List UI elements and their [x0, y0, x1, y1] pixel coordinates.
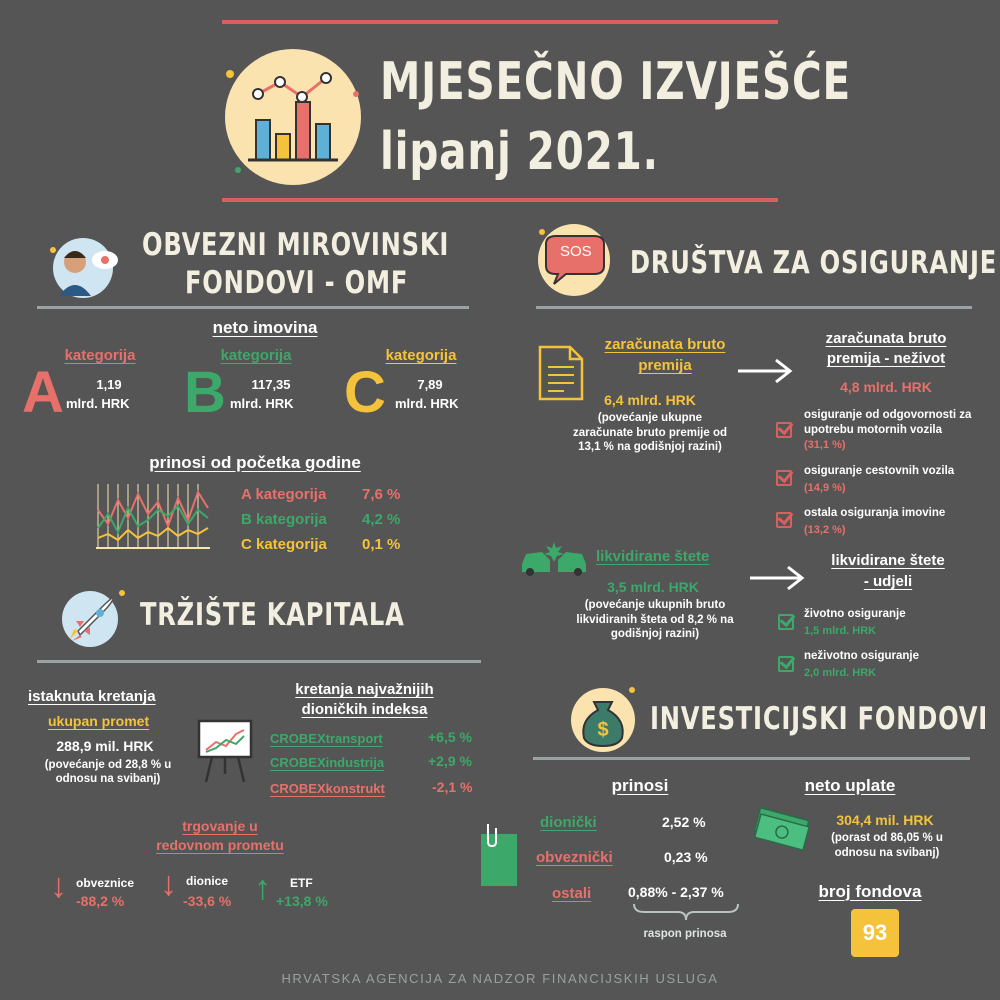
neto-uplate-heading: neto uplate: [804, 776, 896, 795]
yield-b-name: B kategorija: [241, 511, 327, 528]
svg-text:$: $: [597, 719, 609, 741]
cash-stack-icon: [752, 800, 812, 856]
index-transport-name: CROBEXtransport: [270, 731, 383, 746]
notebook-icon: [478, 822, 520, 888]
rocket-icon: [50, 585, 130, 649]
nezivot-title-2: premija - neživot: [826, 350, 946, 367]
yield-b-value: 4,2 %: [362, 511, 401, 528]
etf-name: ETF: [290, 876, 313, 890]
trziste-title: TRŽIŠTE KAPITALA: [140, 597, 405, 633]
omf-divider: [37, 306, 469, 309]
presentation-board-icon: [196, 718, 254, 784]
fondovi-divider: [533, 757, 970, 760]
yield-c-name: C kategorija: [241, 536, 327, 553]
index-industrija-name: CROBEXindustrija: [270, 755, 385, 770]
arrow-up-icon: ↑: [254, 869, 271, 907]
pension-person-icon: [45, 232, 125, 302]
fond-ostali-name: ostali: [552, 885, 592, 902]
obveznice-value: -88,2 %: [76, 893, 125, 909]
neto-imovina-heading: neto imovina: [212, 318, 318, 337]
category-c-letter: C: [344, 360, 386, 425]
stete-note: (povećanje ukupnih bruto likvidiranih šteta od 8,2 % na godišnjoj razini): [576, 599, 734, 640]
arrow-right-icon: [748, 564, 806, 592]
category-b-value: 117,35: [251, 377, 291, 392]
category-a-unit: mlrd. HRK: [66, 396, 130, 411]
yield-a-name: A kategorija: [241, 486, 327, 503]
fond-obveznicki-value: 0,23 %: [664, 849, 708, 865]
ukupan-promet-label: ukupan promet: [48, 713, 150, 729]
omf-title-1: OBVEZNI MIROVINSKI: [142, 227, 450, 263]
fond-dionicki-name: dionički: [540, 814, 597, 831]
trziste-divider: [37, 660, 481, 663]
checkbox-icon: [776, 470, 792, 486]
trgovanje-title-2: redovnom prometu: [156, 837, 284, 853]
broj-fondova-heading: broj fondova: [818, 882, 922, 901]
neto-uplate-value: 304,4 mil. HRK: [836, 812, 934, 828]
istaknuta-heading: istaknuta kretanja: [28, 688, 156, 705]
car-crash-icon: [520, 540, 588, 578]
etf-value: +13,8 %: [276, 893, 328, 909]
range-brace-icon: [632, 902, 740, 922]
udjeli-item-2-label: neživotno osiguranje: [804, 650, 920, 662]
udjeli-title-2: - udjeli: [863, 573, 913, 590]
report-subtitle: lipanj 2021.: [380, 122, 659, 182]
neto-uplate-note: (porast od 86,05 % u odnosu na svibanj): [831, 832, 943, 859]
omf-title-2: FONDOVI - OMF: [185, 265, 409, 301]
category-a-value: 1,19: [96, 377, 122, 392]
dionice-value: -33,6 %: [183, 893, 232, 909]
yield-a-value: 7,6 %: [362, 486, 401, 503]
fondovi-title: INVESTICIJSKI FONDOVI: [650, 701, 989, 737]
udjeli-item-2-value: 2,0 mlrd. HRK: [804, 667, 877, 679]
ukupan-promet-value: 288,9 mil. HRK: [56, 738, 154, 754]
header-top-rule: [222, 20, 778, 24]
raspon-label: raspon prinosa: [643, 928, 727, 940]
sos-bubble-icon: [532, 222, 616, 298]
fond-obveznicki-name: obveznički: [536, 849, 613, 866]
indeksi-title-1: kretanja najvažnijih: [295, 681, 434, 698]
category-b-label: kategorija: [220, 347, 292, 364]
report-title: MJESEČNO IZVJEŠĆE: [380, 52, 852, 112]
checkbox-icon: [778, 656, 794, 672]
nezivot-item-1-label: osiguranje od odgovornosti za upotrebu motornih vozila: [804, 409, 972, 436]
udjeli-item-1-value: 1,5 mlrd. HRK: [804, 625, 877, 637]
trgovanje-title-1: trgovanje u: [182, 818, 258, 834]
nezivot-item-3-label: ostala osiguranja imovine: [804, 507, 946, 519]
yield-c-value: 0,1 %: [362, 536, 401, 553]
arrow-down-icon: ↓: [50, 867, 67, 905]
checkbox-icon: [776, 512, 792, 528]
index-transport-value: +6,5 %: [428, 729, 472, 745]
category-c-value: 7,89: [417, 377, 443, 392]
osiguranje-title: DRUŠTVA ZA OSIGURANJE: [630, 245, 998, 281]
premija-title-2: premija: [638, 357, 692, 374]
nezivot-item-2-pct: (14,9 %): [804, 482, 846, 494]
nezivot-item-2-label: osiguranje cestovnih vozila: [804, 465, 955, 477]
category-a-letter: A: [22, 360, 64, 425]
fond-ostali-value: 0,88% - 2,37 %: [628, 884, 724, 900]
udjeli-title-1: likvidirane štete: [831, 552, 945, 569]
checkbox-icon: [776, 422, 792, 438]
report-chart-icon: [218, 42, 368, 192]
nezivot-item-1-pct: (31,1 %): [804, 439, 846, 451]
arrow-right-icon: [736, 357, 794, 385]
index-konstrukt-value: -2,1 %: [432, 779, 473, 795]
category-a-label: kategorija: [64, 347, 136, 364]
stete-title: likvidirane štete: [596, 548, 710, 565]
header-bottom-rule: [222, 198, 778, 202]
footer-agency: HRVATSKA AGENCIJA ZA NADZOR FINANCIJSKIH USLUGA: [281, 971, 719, 986]
indeksi-title-2: dioničkih indeksa: [301, 701, 428, 718]
index-konstrukt-name: CROBEXkonstrukt: [270, 781, 385, 796]
osiguranje-divider: [536, 306, 972, 309]
sos-label: SOS: [560, 243, 592, 260]
category-b-unit: mlrd. HRK: [230, 396, 294, 411]
udjeli-item-1-label: životno osiguranje: [804, 608, 906, 620]
arrow-down-icon: ↓: [160, 865, 177, 903]
dionice-name: dionice: [186, 874, 229, 888]
fondovi-prinosi-heading: prinosi: [611, 776, 669, 795]
premija-title-1: zaračunata bruto: [604, 336, 726, 353]
category-b-letter: B: [184, 360, 226, 425]
omf-prinosi-heading: prinosi od početka godine: [149, 453, 361, 472]
ukupan-promet-note: (povećanje od 28,8 % u odnosu na svibanj): [44, 759, 172, 785]
nezivot-item-3-pct: (13,2 %): [804, 524, 846, 536]
category-c-unit: mlrd. HRK: [395, 396, 459, 411]
premija-value: 6,4 mlrd. HRK: [604, 392, 696, 408]
nezivot-value: 4,8 mlrd. HRK: [840, 379, 932, 395]
premija-note: (povećanje ukupne zaračunate bruto premije od 13,1 % na godišnjoj razini): [572, 412, 727, 453]
index-industrija-value: +2,9 %: [428, 753, 472, 769]
nezivot-title-1: zaračunata bruto: [825, 330, 947, 347]
fond-dionicki-value: 2,52 %: [662, 814, 706, 830]
checkbox-icon: [778, 614, 794, 630]
obveznice-name: obveznice: [76, 876, 135, 890]
money-bag-icon: [566, 682, 640, 756]
category-c-label: kategorija: [385, 347, 457, 364]
stete-value: 3,5 mlrd. HRK: [607, 579, 699, 595]
yield-lines-icon: [92, 480, 214, 552]
broj-fondova-badge: 93: [851, 909, 899, 957]
